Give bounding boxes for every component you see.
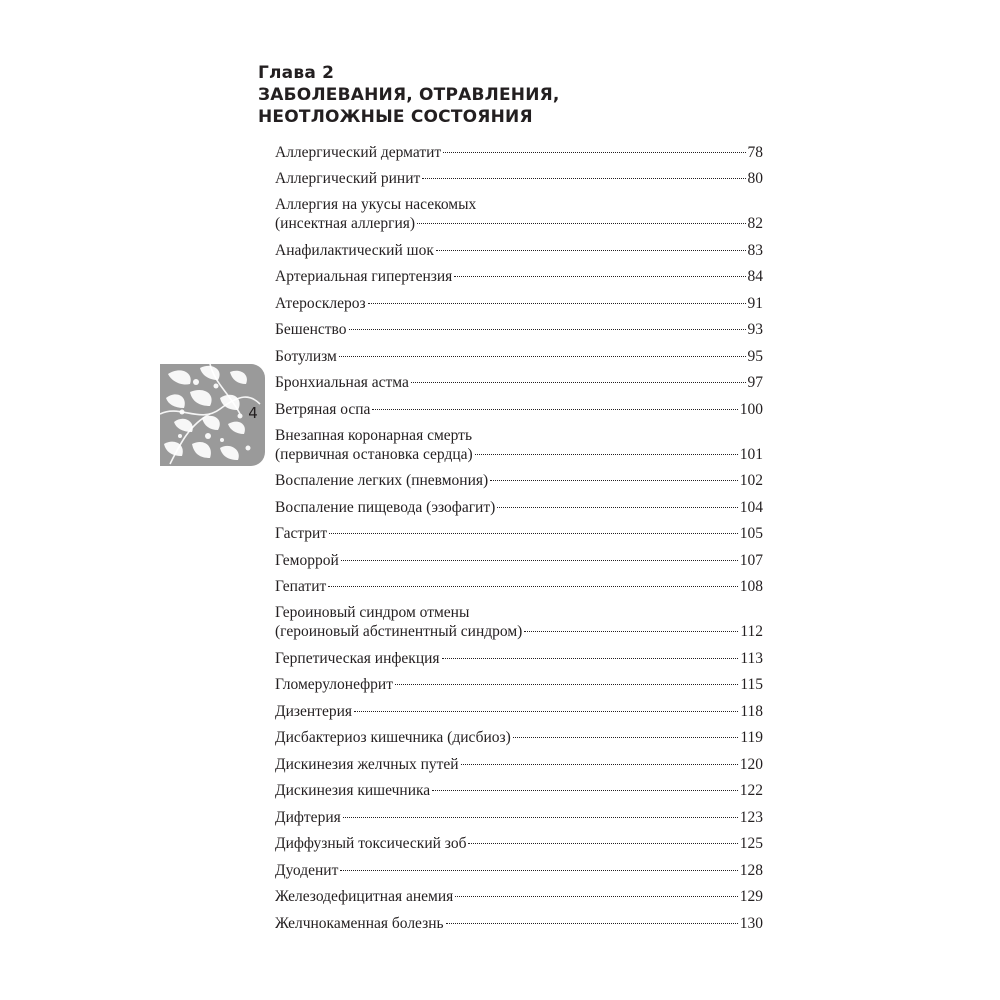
- toc-entry: [275, 371, 763, 398]
- dot-leader: [432, 790, 738, 791]
- toc-entry-title: Дифтерия: [275, 808, 341, 826]
- dot-leader: [446, 923, 738, 924]
- toc-entry-title: Гепатит: [275, 578, 327, 595]
- toc-entry: [275, 779, 763, 806]
- toc-entry-page: 119: [740, 729, 763, 746]
- toc-entry-page: 107: [739, 551, 763, 569]
- toc-entry: [275, 344, 763, 371]
- toc-entry-title: Дискинезия кишечника: [275, 782, 431, 799]
- dot-leader: [454, 276, 745, 277]
- toc-entry-title: Аллергический ринит: [275, 170, 421, 187]
- dot-leader: [354, 711, 738, 712]
- toc-entry-page: 113: [740, 649, 763, 667]
- toc-entry-page: 95: [747, 347, 763, 365]
- toc-entry-page: 105: [739, 525, 763, 542]
- chapter-heading: [258, 62, 778, 128]
- toc-entry-title: Атеросклероз: [275, 294, 366, 312]
- toc-entry: [275, 885, 763, 912]
- toc-entry: [275, 140, 763, 167]
- toc-entry-title: Дисбактериоз кишечника (дисбиоз): [275, 729, 511, 746]
- toc-entry: [275, 858, 763, 885]
- toc-entry-title: Дизентерия: [275, 702, 352, 720]
- dot-leader: [468, 843, 737, 844]
- toc-entry: [275, 265, 763, 292]
- toc-entry: [275, 522, 763, 549]
- toc-entry-page: 129: [739, 888, 763, 905]
- toc-entry-page: 97: [747, 374, 763, 391]
- toc-entry-title: Воспаление легких (пневмония): [275, 472, 489, 489]
- toc-entry-title: Гастрит: [275, 525, 328, 542]
- toc-entry: [275, 726, 763, 753]
- toc-entry-page: 112: [740, 623, 763, 640]
- dot-leader: [475, 454, 738, 455]
- toc-entry: [275, 646, 763, 673]
- dot-leader: [497, 507, 737, 508]
- dot-leader: [442, 658, 739, 659]
- chapter-title-line-2: НЕОТЛОЖНЫЕ СОСТОЯНИЯ: [258, 107, 533, 127]
- toc-entry: [275, 495, 763, 522]
- toc-entry-page: 80: [747, 170, 763, 187]
- toc-entry-title: Артериальная гипертензия: [275, 268, 453, 285]
- toc-entry-page: 120: [739, 755, 763, 773]
- dot-leader: [513, 737, 739, 738]
- toc-entry: [275, 832, 763, 859]
- toc-entry-title-first-line: Аллергия на укусы насекомых: [275, 196, 477, 213]
- toc-entry: [275, 469, 763, 496]
- page-number: 4: [248, 404, 258, 422]
- chapter-title-line-1: ЗАБОЛЕВАНИЯ, ОТРАВЛЕНИЯ,: [258, 85, 560, 105]
- toc-entry-title: Диффузный токсический зоб: [275, 835, 467, 852]
- toc-entry-title: Дуоденит: [275, 861, 339, 879]
- dot-leader: [329, 533, 738, 534]
- toc-entry: [275, 699, 763, 726]
- dot-leader: [411, 382, 746, 383]
- toc-entry-page: 123: [739, 808, 763, 826]
- toc-entry: [275, 911, 763, 938]
- toc-entry-title: Ветряная оспа: [275, 400, 371, 418]
- toc-entry-page: 102: [739, 472, 763, 489]
- table-of-contents: [275, 140, 763, 938]
- dot-leader: [443, 152, 745, 153]
- toc-entry-page: 104: [739, 498, 763, 516]
- toc-entry: [275, 673, 763, 700]
- dot-leader: [340, 870, 737, 871]
- toc-entry-title-first-line: Героиновый синдром отмены: [275, 604, 470, 621]
- dot-leader: [341, 560, 738, 561]
- toc-entry-title: (героиновый абстинентный синдром): [275, 623, 523, 640]
- toc-entry-page: 118: [740, 702, 763, 720]
- toc-entry-title: Дискинезия желчных путей: [275, 755, 459, 773]
- dot-leader: [455, 896, 738, 897]
- toc-entry-page: 125: [739, 835, 763, 852]
- toc-entry-title: Аллергический дерматит: [275, 143, 442, 161]
- dot-leader: [395, 684, 738, 685]
- toc-entry-title: Бешенство: [275, 321, 347, 338]
- toc-entry-page: 100: [739, 400, 763, 418]
- toc-entry-page: 93: [747, 321, 763, 338]
- toc-entry-page: 108: [739, 578, 763, 595]
- toc-entry-title-first-line: Внезапная коронарная смерть: [275, 426, 473, 444]
- dot-leader: [339, 356, 746, 357]
- toc-entry-title: Бронхиальная астма: [275, 374, 409, 391]
- toc-entry-title: Железодефицитная анемия: [275, 888, 454, 905]
- toc-entry-page: 82: [747, 215, 763, 232]
- dot-leader: [422, 178, 745, 179]
- dot-leader: [372, 409, 737, 410]
- toc-entry-title: (первичная остановка сердца): [275, 445, 473, 463]
- toc-entry-page: 130: [739, 914, 763, 932]
- chapter-label: Глава 2: [258, 63, 335, 83]
- dot-leader: [436, 250, 746, 251]
- toc-entry-page: 101: [739, 445, 763, 463]
- toc-entry-page: 84: [747, 268, 763, 285]
- toc-entry-page: 128: [739, 861, 763, 879]
- toc-entry-title: (инсектная аллергия): [275, 215, 416, 232]
- toc-entry-title: Гломерулонефрит: [275, 676, 393, 693]
- toc-entry: [275, 424, 763, 469]
- toc-entry-title: Анафилактический шок: [275, 241, 434, 259]
- toc-entry-page: 83: [747, 241, 763, 259]
- toc-entry-title: Ботулизм: [275, 347, 337, 365]
- toc-entry-page: 122: [739, 782, 763, 799]
- dot-leader: [328, 586, 737, 587]
- toc-entry-title: Герпетическая инфекция: [275, 649, 440, 667]
- toc-entry: [275, 318, 763, 345]
- toc-entry: [275, 167, 763, 194]
- dot-leader: [368, 303, 746, 304]
- toc-entry-page: 115: [740, 676, 763, 693]
- dot-leader: [417, 223, 745, 224]
- toc-entry: [275, 752, 763, 779]
- toc-entry: [275, 805, 763, 832]
- toc-entry: [275, 397, 763, 424]
- toc-entry: [275, 238, 763, 265]
- toc-entry: [275, 601, 763, 646]
- toc-entry-page: 78: [747, 143, 763, 161]
- toc-entry: [275, 548, 763, 575]
- dot-leader: [349, 329, 746, 330]
- toc-entry-title: Воспаление пищевода (эзофагит): [275, 498, 496, 516]
- toc-entry: [275, 575, 763, 602]
- toc-entry: [275, 291, 763, 318]
- toc-entry-page: 91: [747, 294, 763, 312]
- dot-leader: [461, 764, 738, 765]
- dot-leader: [490, 480, 738, 481]
- toc-entry-title: Геморрой: [275, 551, 339, 569]
- dot-leader: [524, 631, 738, 632]
- toc-entry-title: Желчнокаменная болезнь: [275, 914, 444, 932]
- dot-leader: [343, 817, 738, 818]
- toc-entry: [275, 193, 763, 238]
